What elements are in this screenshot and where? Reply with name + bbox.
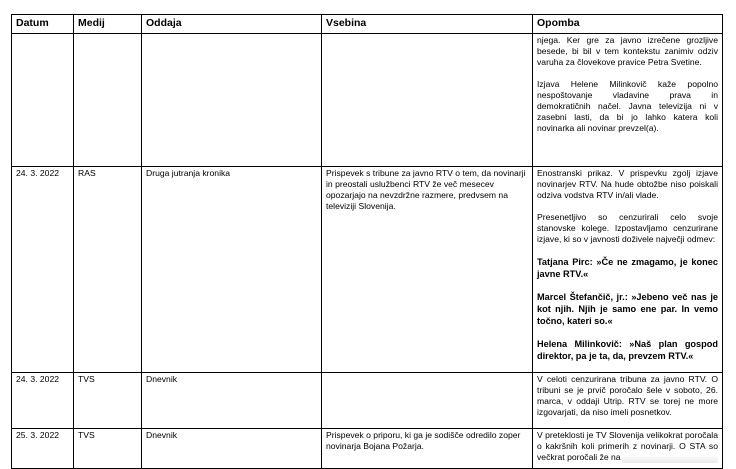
note-paragraph: V preteklosti je TV Slovenija velikokrat poročala o kakršnih koli primerih z novinarji. O STA so večkrat poročali že na [537, 430, 718, 462]
cell-note [533, 373, 723, 429]
cell-content [322, 34, 533, 167]
note-paragraph: V celoti cenzurirana tribuna za javno RTV. O tribuni se je prvič poročalo šele v soboto, 26. marca, v oddaji Utrip. RTV se torej ne more izgovarjati, da niso imeli posnetkov. [537, 374, 718, 417]
cell-show: Dnevnik [142, 429, 322, 469]
header-show: Oddaja [142, 15, 322, 34]
cell-show [142, 34, 322, 167]
note-paragraph: njega. Ker gre za javno izrečene grozljive besede, bi bil v tem kontekstu zanimiv odziv varuha za človekove pravice Petra Svetine. [537, 35, 718, 67]
cell-date: 24. 3. 2022 [12, 167, 74, 373]
cell-medium: TVS [74, 429, 142, 469]
header-date: Datum [12, 15, 74, 34]
cell-date [12, 34, 74, 167]
cell-note [533, 34, 723, 167]
table-row [12, 373, 723, 429]
cell-note [533, 167, 723, 373]
cell-show: Dnevnik [142, 373, 322, 429]
note-paragraph: Izjava Helene Milinkovič kaže popolno nespoštovanje vladavine prava in demokratičnih načel. Javna televizija ni v zasebni lasti, da bi jo lahko katera koli novinarka ali novinar prevzel(a). [537, 79, 718, 133]
header-medium: Medij [74, 15, 142, 34]
header-note: Opomba [533, 15, 723, 34]
table-row [12, 429, 723, 469]
page-edge-shadow [622, 455, 718, 463]
header-content: Vsebina [322, 15, 533, 34]
header-row [12, 15, 723, 34]
cell-medium: TVS [74, 373, 142, 429]
note-paragraph: Presenetljivo so cenzurirali celo svoje stanovske kolege. Izpostavljamo cenzurirane izjave, ki so v javnosti doživele največji odmev: [537, 212, 718, 244]
cell-content: Prispevek s tribune za javno RTV o tem, da novinarji in preostali uslužbenci RTV že več mesecev opozarjajo na nevzdržne razmere, predvsem na televiziji Slovenija. [322, 167, 533, 373]
cell-date: 25. 3. 2022 [12, 429, 74, 469]
note-paragraph: Enostranski prikaz. V prispevku zgolj izjave novinarjev RTV. Na hude obtožbe niso poiskali odziva vodstva RTV in/ali vlade. [537, 168, 718, 200]
cell-show: Druga jutranja kronika [142, 167, 322, 373]
media-monitoring-table [11, 14, 723, 469]
table-row [12, 167, 723, 373]
table-row [12, 34, 723, 167]
cell-content: Prispevek o priporu, ki ga je sodišče odredilo zoper novinarja Bojana Požarja. [322, 429, 533, 469]
cell-medium: RAS [74, 167, 142, 373]
cell-date: 24. 3. 2022 [12, 373, 74, 429]
quote-pirc: Tatjana Pirc: »Če ne zmagamo, je konec javne RTV.« [537, 257, 718, 279]
quote-milinkovic: Helena Milinkovič: »Naš plan gospod direktor, pa je ta, da, prevzem RTV.« [537, 339, 718, 361]
cell-content [322, 373, 533, 429]
cell-medium [74, 34, 142, 167]
quote-stefancic: Marcel Štefančič, jr.: »Jebeno več nas je kot njih. Njih je samo ene par. In vemo točno, kateri so.« [537, 292, 718, 326]
